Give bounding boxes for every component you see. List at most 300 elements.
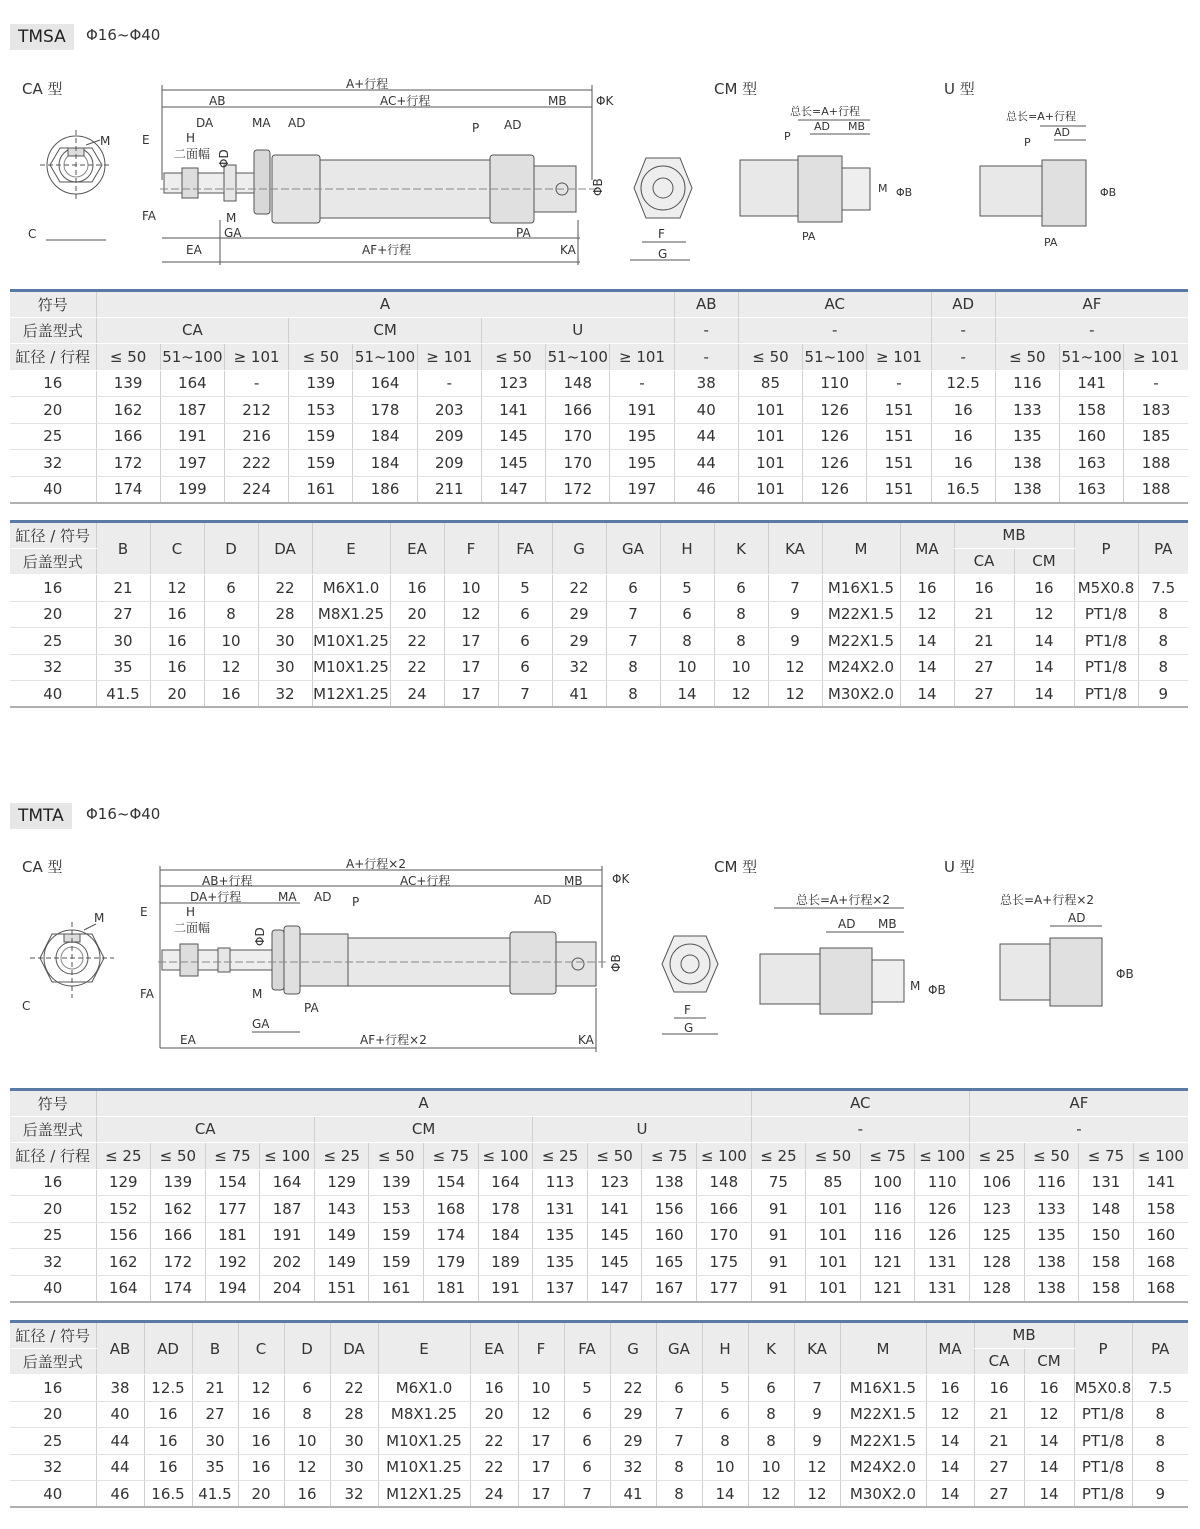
stroke-header-row	[10, 344, 1188, 371]
table-cell: 121	[860, 1275, 915, 1302]
cap-type-header: 后盖型式	[10, 548, 96, 575]
table-cell: 22	[330, 1375, 378, 1402]
table-cell: 139	[369, 1169, 424, 1196]
bore-size-cell: 25	[10, 1428, 96, 1455]
g-label: G	[658, 247, 668, 261]
cm-mb-label: MB	[878, 917, 897, 931]
symbol-header: 符号	[10, 291, 96, 318]
table-cell: 151	[314, 1275, 369, 1302]
cm-p-label: P	[784, 130, 791, 143]
table-cell: PT1/8	[1074, 628, 1138, 655]
stroke-header: ≥ 101	[1124, 344, 1188, 371]
table-cell: 158	[1060, 397, 1124, 424]
h-header: H	[660, 522, 714, 575]
table-cell: 16	[284, 1481, 330, 1508]
cm-total-length: 总长=A+行程	[790, 105, 860, 118]
table-cell: 12	[284, 1454, 330, 1481]
table-cell: 27	[974, 1481, 1024, 1508]
phib-label: ΦB	[591, 178, 605, 196]
table-cell: 40	[96, 1401, 144, 1428]
table-cell: 188	[1124, 476, 1188, 503]
mb-label: MB	[548, 94, 567, 108]
phid-label: ΦD	[253, 927, 267, 946]
table-cell: 24	[470, 1481, 518, 1508]
table-cell: 17	[518, 1454, 564, 1481]
cm-mb-label: MB	[848, 120, 866, 133]
table-cell: 30	[330, 1428, 378, 1455]
e-label: E	[140, 905, 148, 919]
dash-header: -	[751, 1116, 969, 1143]
cap-type-header: 后盖型式	[10, 1348, 96, 1375]
series-badge-tmsa: TMSA	[10, 24, 74, 50]
table-cell: 168	[1133, 1275, 1188, 1302]
table-row	[10, 1222, 1188, 1249]
table-cell: 184	[353, 450, 417, 477]
table-cell: 156	[642, 1196, 697, 1223]
dash-header: -	[674, 317, 738, 344]
table-cell: M22X1.5	[840, 1401, 926, 1428]
table-cell: 27	[974, 1454, 1024, 1481]
stroke-header: ≤ 50	[1024, 1143, 1079, 1170]
ab-header: AB	[674, 291, 738, 318]
table-cell: 6	[498, 601, 552, 628]
stroke-header: ≥ 101	[867, 344, 931, 371]
table-cell: 148	[1079, 1196, 1134, 1223]
table-cell: 7	[606, 601, 660, 628]
table-cell: PT1/8	[1074, 1401, 1132, 1428]
table-cell: 16	[900, 575, 954, 602]
bore-size-cell: 40	[10, 1275, 96, 1302]
cm-m-label: M	[878, 182, 888, 195]
table-cell: 7	[656, 1428, 702, 1455]
tmsa-length-table	[10, 289, 1188, 504]
phik-label: ΦK	[612, 872, 630, 886]
stroke-header: ≤ 100	[915, 1143, 970, 1170]
table-cell: 139	[151, 1169, 206, 1196]
table-row	[10, 1428, 1188, 1455]
c-header: C	[150, 522, 204, 575]
table-cell: 101	[806, 1275, 861, 1302]
table-cell: 44	[674, 423, 738, 450]
bore-size-cell: 32	[10, 654, 96, 681]
p-label: P	[352, 895, 360, 909]
table-cell: 22	[390, 628, 444, 655]
table-cell: 21	[954, 628, 1014, 655]
table-cell: 22	[470, 1428, 518, 1455]
table-cell: 138	[1024, 1249, 1079, 1276]
ad-label: AD	[288, 116, 306, 130]
af-header: AF	[970, 1090, 1189, 1117]
table-cell: 166	[697, 1196, 752, 1223]
mb-header: MB	[974, 1322, 1074, 1349]
u-type-label: U 型	[944, 858, 975, 876]
table-cell: 125	[970, 1222, 1025, 1249]
stroke-header: ≤ 100	[1133, 1143, 1188, 1170]
table-cell: 135	[533, 1249, 588, 1276]
table-cell: 158	[1133, 1196, 1188, 1223]
table-cell: 8	[702, 1428, 748, 1455]
table-cell: 128	[970, 1249, 1025, 1276]
table-cell: 17	[518, 1481, 564, 1508]
ma-label: MA	[252, 116, 271, 130]
table-cell: PT1/8	[1074, 654, 1138, 681]
a-header: A	[96, 291, 674, 318]
table-cell: 126	[803, 476, 867, 503]
stroke-header: ≥ 101	[417, 344, 481, 371]
table-cell: 129	[96, 1169, 151, 1196]
table-cell: M6X1.0	[312, 575, 390, 602]
table-cell: 131	[915, 1249, 970, 1276]
ea-label: EA	[186, 243, 202, 257]
table-cell: 121	[860, 1249, 915, 1276]
table-cell: 46	[96, 1481, 144, 1508]
table-cell: 145	[587, 1249, 642, 1276]
table-cell: 131	[1079, 1169, 1134, 1196]
stroke-header: ≥ 101	[610, 344, 674, 371]
table-cell: 8	[660, 628, 714, 655]
cm-phib-label: ΦB	[928, 983, 946, 997]
table-cell: 164	[96, 1275, 151, 1302]
table-cell: 101	[738, 450, 802, 477]
cm-pa-label: PA	[802, 230, 816, 243]
table-cell: 10	[660, 654, 714, 681]
table-cell: M24X2.0	[840, 1454, 926, 1481]
table-cell: 6	[498, 654, 552, 681]
ab-stroke-label: AB+行程	[202, 874, 253, 888]
table-cell: 21	[96, 575, 150, 602]
table-cell: 110	[803, 370, 867, 397]
table-cell: 30	[192, 1428, 238, 1455]
ad-header: AD	[931, 291, 995, 318]
table-cell: 7	[606, 628, 660, 655]
table-cell: 138	[995, 476, 1059, 503]
ac-stroke-label: AC+行程	[380, 94, 431, 108]
table-cell: 222	[224, 450, 288, 477]
tmsa-dimension-table	[10, 520, 1188, 708]
table-row	[10, 1401, 1188, 1428]
table-cell: 21	[974, 1428, 1024, 1455]
table-cell: 181	[205, 1222, 260, 1249]
bore-size-cell: 25	[10, 628, 96, 655]
table-cell: 101	[738, 423, 802, 450]
table-cell: 116	[860, 1222, 915, 1249]
table-cell: 101	[738, 476, 802, 503]
table-row	[10, 397, 1188, 424]
stroke-header: 51~100	[803, 344, 867, 371]
table-cell: 8	[1132, 1401, 1188, 1428]
table-cell: 178	[478, 1196, 533, 1223]
da-label: DA	[196, 116, 214, 130]
table-cell: 27	[954, 681, 1014, 708]
table-cell: 8	[284, 1401, 330, 1428]
table-cell: 41	[552, 681, 606, 708]
table-cell: 149	[314, 1249, 369, 1276]
table-cell: M16X1.5	[822, 575, 900, 602]
table-cell: 158	[1079, 1275, 1134, 1302]
u-pa-label: PA	[1044, 236, 1058, 249]
table-cell: 168	[424, 1196, 479, 1223]
table-cell: M22X1.5	[840, 1428, 926, 1455]
table-cell: 174	[151, 1275, 206, 1302]
stroke-header: ≤ 100	[697, 1143, 752, 1170]
table-cell: PT1/8	[1074, 1454, 1132, 1481]
table-cell: 191	[478, 1275, 533, 1302]
table-cell: 162	[151, 1196, 206, 1223]
table-row	[10, 1375, 1188, 1402]
table-cell: 147	[481, 476, 545, 503]
table-cell: 14	[702, 1481, 748, 1508]
table-row	[10, 1169, 1188, 1196]
table-cell: 150	[1079, 1222, 1134, 1249]
stroke-header: ≤ 75	[424, 1143, 479, 1170]
phib-label: ΦB	[609, 954, 623, 972]
table-cell: 91	[751, 1222, 806, 1249]
table-cell: 148	[546, 370, 610, 397]
table-cell: 133	[1024, 1196, 1079, 1223]
bore-stroke-header: 缸径 / 行程	[10, 1143, 96, 1170]
table-cell: 10	[518, 1375, 564, 1402]
table-cell: 191	[160, 423, 224, 450]
bore-size-cell: 40	[10, 1481, 96, 1508]
cm-phib-label: ΦB	[896, 186, 913, 199]
table-cell: 166	[96, 423, 160, 450]
table-cell: 8	[748, 1428, 794, 1455]
table-cell: 12	[748, 1481, 794, 1508]
table-cell: 9	[768, 628, 822, 655]
ea-header: EA	[390, 522, 444, 575]
table-cell: 138	[995, 450, 1059, 477]
bore-symbol-header: 缸径 / 符号	[10, 1322, 96, 1349]
m-label: M	[226, 211, 237, 225]
table-cell: 17	[444, 681, 498, 708]
table-cell: 101	[738, 397, 802, 424]
table-cell: 151	[867, 450, 931, 477]
table-cell: 160	[1060, 423, 1124, 450]
ma-header: MA	[900, 522, 954, 575]
da-header: DA	[330, 1322, 378, 1375]
table-cell: 29	[552, 601, 606, 628]
e-header: E	[378, 1322, 470, 1375]
cap-type-header: 后盖型式	[10, 1116, 96, 1143]
table-cell: 44	[96, 1454, 144, 1481]
table-cell: 191	[260, 1222, 315, 1249]
f-label: F	[658, 227, 665, 241]
table-cell: 164	[160, 370, 224, 397]
h-header: H	[702, 1322, 748, 1375]
table-cell: 178	[353, 397, 417, 424]
phik-label: ΦK	[596, 94, 614, 108]
table-cell: 30	[96, 628, 150, 655]
table-cell: 8	[1138, 628, 1188, 655]
table-cell: 6	[564, 1428, 610, 1455]
table-cell: 162	[96, 397, 160, 424]
cm-ad-label: AD	[814, 120, 830, 133]
bore-size-cell: 20	[10, 1196, 96, 1223]
table-cell: 6	[714, 575, 768, 602]
table-cell: 38	[96, 1375, 144, 1402]
table-cell: 172	[96, 450, 160, 477]
table-cell: 6	[656, 1375, 702, 1402]
table-cell: 101	[806, 1222, 861, 1249]
c-header: C	[238, 1322, 284, 1375]
bore-range: Φ16~Φ40	[86, 805, 161, 823]
stroke-header: ≤ 50	[289, 344, 353, 371]
series-badge-tmta: TMTA	[10, 803, 72, 829]
table-cell: 17	[444, 628, 498, 655]
ca-header: CA	[96, 1116, 314, 1143]
table-cell: 46	[674, 476, 738, 503]
mb-header: MB	[954, 522, 1074, 549]
h-label: H	[186, 131, 196, 145]
table-cell: 7	[564, 1481, 610, 1508]
table-cell: 35	[96, 654, 150, 681]
table-cell: 101	[806, 1196, 861, 1223]
table-cell: 21	[954, 601, 1014, 628]
table-cell: 131	[533, 1196, 588, 1223]
table-cell: 16	[238, 1454, 284, 1481]
ad-header: AD	[144, 1322, 192, 1375]
cm-type-label: CM 型	[714, 80, 758, 98]
stroke-header: ≤ 25	[533, 1143, 588, 1170]
stroke-header: 51~100	[546, 344, 610, 371]
pa-header: PA	[1132, 1322, 1188, 1375]
table-cell: 161	[369, 1275, 424, 1302]
table-cell: 159	[289, 423, 353, 450]
table-cell: 161	[289, 476, 353, 503]
table-cell: 191	[610, 397, 674, 424]
table-cell: 154	[205, 1169, 260, 1196]
stroke-header: ≤ 75	[205, 1143, 260, 1170]
table-cell: 7	[498, 681, 552, 708]
phid-label: ΦD	[217, 149, 231, 168]
table-cell: 16	[1024, 1375, 1074, 1402]
table-cell: 8	[1138, 654, 1188, 681]
table-cell: 12	[926, 1401, 974, 1428]
table-cell: 14	[900, 681, 954, 708]
table-cell: 29	[610, 1401, 656, 1428]
u-total-length: 总长=A+行程	[1006, 110, 1076, 123]
stroke-header: 51~100	[1060, 344, 1124, 371]
table-cell: 187	[160, 397, 224, 424]
table-cell: 172	[546, 476, 610, 503]
stroke-header: -	[931, 344, 995, 371]
table-cell: 116	[995, 370, 1059, 397]
table-cell: M10X1.25	[378, 1454, 470, 1481]
mb-ca-header: CA	[974, 1348, 1024, 1375]
c-label: C	[22, 999, 31, 1013]
f-header: F	[518, 1322, 564, 1375]
table-cell: M6X1.0	[378, 1375, 470, 1402]
table-cell: 5	[498, 575, 552, 602]
m-label-front: M	[94, 911, 105, 925]
stroke-header: ≤ 75	[642, 1143, 697, 1170]
table-cell: 29	[552, 628, 606, 655]
bore-size-cell: 20	[10, 397, 96, 424]
u-ad-label: AD	[1054, 126, 1070, 139]
table-cell: 166	[546, 397, 610, 424]
table-cell: 100	[860, 1169, 915, 1196]
table-cell: 189	[478, 1249, 533, 1276]
table-cell: 21	[192, 1375, 238, 1402]
table-cell: 183	[1124, 397, 1188, 424]
table-cell: 123	[970, 1196, 1025, 1223]
bore-size-cell: 32	[10, 450, 96, 477]
table-cell: 123	[481, 370, 545, 397]
stroke-header: ≤ 50	[96, 344, 160, 371]
table-cell: 8	[606, 681, 660, 708]
bore-size-cell: 25	[10, 1222, 96, 1249]
stroke-header: ≤ 50	[151, 1143, 206, 1170]
table-cell: 12	[1024, 1401, 1074, 1428]
g-header: G	[552, 522, 606, 575]
p-header: P	[1074, 1322, 1132, 1375]
d-header: D	[284, 1322, 330, 1375]
table-cell: 164	[353, 370, 417, 397]
dash-header: -	[995, 317, 1188, 344]
table-cell: 106	[970, 1169, 1025, 1196]
table-cell: 29	[610, 1428, 656, 1455]
mb-label: MB	[564, 874, 583, 888]
table-cell: PT1/8	[1074, 681, 1138, 708]
table-cell: 14	[900, 628, 954, 655]
table-cell: 135	[1024, 1222, 1079, 1249]
table-cell: 138	[642, 1169, 697, 1196]
table-cell: 6	[564, 1401, 610, 1428]
bore-size-cell: 16	[10, 370, 96, 397]
table-cell: 12	[794, 1454, 840, 1481]
table-cell: 8	[656, 1481, 702, 1508]
stroke-header: ≤ 50	[995, 344, 1059, 371]
table-cell: 14	[1024, 1481, 1074, 1508]
table-cell: 14	[1014, 654, 1074, 681]
tmta-dimension-table	[10, 1320, 1188, 1508]
table-cell: 16	[390, 575, 444, 602]
bore-size-cell: 20	[10, 1401, 96, 1428]
table-cell: 20	[470, 1401, 518, 1428]
table-cell: 172	[151, 1249, 206, 1276]
u-total-length: 总长=A+行程×2	[1000, 893, 1095, 907]
table-cell: 35	[192, 1454, 238, 1481]
u-type-view	[980, 126, 1086, 226]
ad-label-rear: AD	[534, 893, 552, 907]
ad-label: AD	[314, 890, 332, 904]
table-cell: M22X1.5	[822, 628, 900, 655]
ga-header: GA	[606, 522, 660, 575]
table-cell: 5	[564, 1375, 610, 1402]
table-row	[10, 1481, 1188, 1508]
table-cell: 6	[606, 575, 660, 602]
ab-label: AB	[209, 94, 226, 108]
table-cell: 195	[610, 423, 674, 450]
table-cell: 159	[369, 1222, 424, 1249]
table-cell: M16X1.5	[840, 1375, 926, 1402]
table-cell: 9	[1138, 681, 1188, 708]
table-cell: 30	[330, 1454, 378, 1481]
table-cell: 202	[260, 1249, 315, 1276]
stroke-header: ≤ 25	[96, 1143, 151, 1170]
m-header: M	[840, 1322, 926, 1375]
table-cell: 16	[931, 423, 995, 450]
table-cell: M12X1.25	[312, 681, 390, 708]
table-cell: 170	[546, 450, 610, 477]
ma-label: MA	[278, 890, 297, 904]
stroke-header: ≤ 50	[587, 1143, 642, 1170]
g-label: G	[684, 1021, 694, 1035]
table-cell: 126	[803, 450, 867, 477]
table-cell: 91	[751, 1196, 806, 1223]
table-cell: 197	[610, 476, 674, 503]
table-cell: 8	[1138, 601, 1188, 628]
